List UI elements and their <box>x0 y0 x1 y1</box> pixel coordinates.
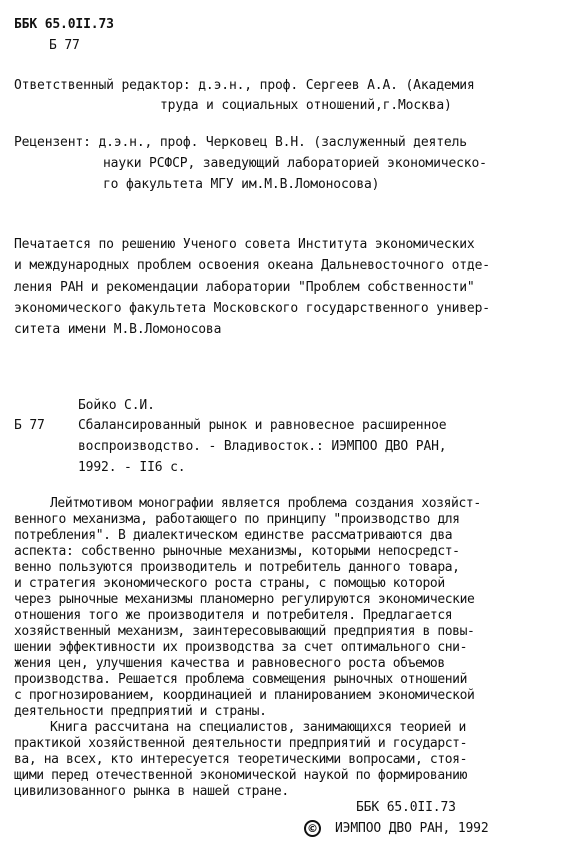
abstract-line: и стратегия экономического роста страны, с помощью которой <box>14 576 445 591</box>
publication-note-line-3: ления РАН и рекомендации лаборатории "Проблем собственности" <box>14 280 475 295</box>
abstract-line: венного механизма, работающего по принципу "производство для <box>14 512 460 527</box>
editor-line-1: Ответственный редактор: д.э.н., проф. Сергеев А.А. (Академия <box>14 78 475 93</box>
abstract-line: отношения того же производителя и потребителя. Предлагается <box>14 608 453 623</box>
abstract-line: цивилизованного рынка в нашей стране. <box>14 784 289 799</box>
editor-line-2: труда и социальных отношений,г.Москва) <box>160 98 452 113</box>
abstract-line: производства. Решается проблема совмещения рыночных отношений <box>14 672 468 687</box>
abstract-line: деятельности предприятий и страны. <box>14 704 267 719</box>
copyright-text: ИЭМПОО ДВО РАН, 1992 <box>335 821 489 836</box>
reviewer-line-2: науки РСФСР, заведующий лабораторией экономическо- <box>103 156 487 171</box>
reviewer-line-3: го факультета МГУ им.М.В.Ломоносова) <box>103 177 380 192</box>
copyright-icon: © <box>304 820 321 837</box>
publication-note-line-4: экономического факультета Московского государственного универ- <box>14 301 490 316</box>
author-mark-top: Б 77 <box>49 38 80 53</box>
abstract-line: ва, на всех, кто интересуется теоретическими вопросами, стоя- <box>14 752 468 767</box>
reviewer-line-1: Рецензент: д.э.н., проф. Черковец В.Н. (заслуженный деятель <box>14 135 467 150</box>
catalog-mark: Б 77 <box>14 418 45 433</box>
abstract-line: через рыночные механизмы планомерно регулируются экономические <box>14 592 475 607</box>
catalog-author: Бойко С.И. <box>78 398 155 413</box>
bbk-code-top: ББК 65.0II.73 <box>14 17 114 32</box>
abstract-line: Книга рассчитана на специалистов, занимающихся теорией и <box>50 720 466 735</box>
abstract-line: потребления". В диалектическом единстве рассматриваются два <box>14 528 453 543</box>
abstract-line: с прогнозированием, координацией и планированием экономической <box>14 688 475 703</box>
abstract-line: щими перед отечественной экономической наукой по формированию <box>14 768 468 783</box>
abstract-line: хозяйственный механизм, заинтересовывающий предприятия в повы- <box>14 624 475 639</box>
catalog-line-2: воспроизводство. - Владивосток.: ИЭМПОО ДВО РАН, <box>78 439 447 454</box>
abstract-line: практикой хозяйственной деятельности предприятий и государст- <box>14 736 468 751</box>
abstract-line: Лейтмотивом монографии является проблема создания хозяйст- <box>50 496 481 511</box>
publication-note-line-1: Печатается по решению Ученого совета Института экономических <box>14 237 475 252</box>
catalog-line-3: 1992. - II6 с. <box>78 460 186 475</box>
bbk-code-bottom: ББК 65.0II.73 <box>356 800 456 815</box>
abstract-line: шении эффективности их производства за счет оптимального сни- <box>14 640 468 655</box>
abstract-line: аспекта: собственно рыночные механизмы, которыми непосредст- <box>14 544 460 559</box>
catalog-line-1: Сбалансированный рынок и равновесное расширенное <box>78 418 447 433</box>
publication-note-line-2: и международных проблем освоения океана Дальневосточного отде- <box>14 258 490 273</box>
abstract-line: жения цен, улучшения качества и равновесного роста объемов <box>14 656 445 671</box>
publication-note-line-5: ситета имени М.В.Ломоносова <box>14 322 222 337</box>
abstract-line: венно пользуются производитель и потребитель данного товара, <box>14 560 460 575</box>
